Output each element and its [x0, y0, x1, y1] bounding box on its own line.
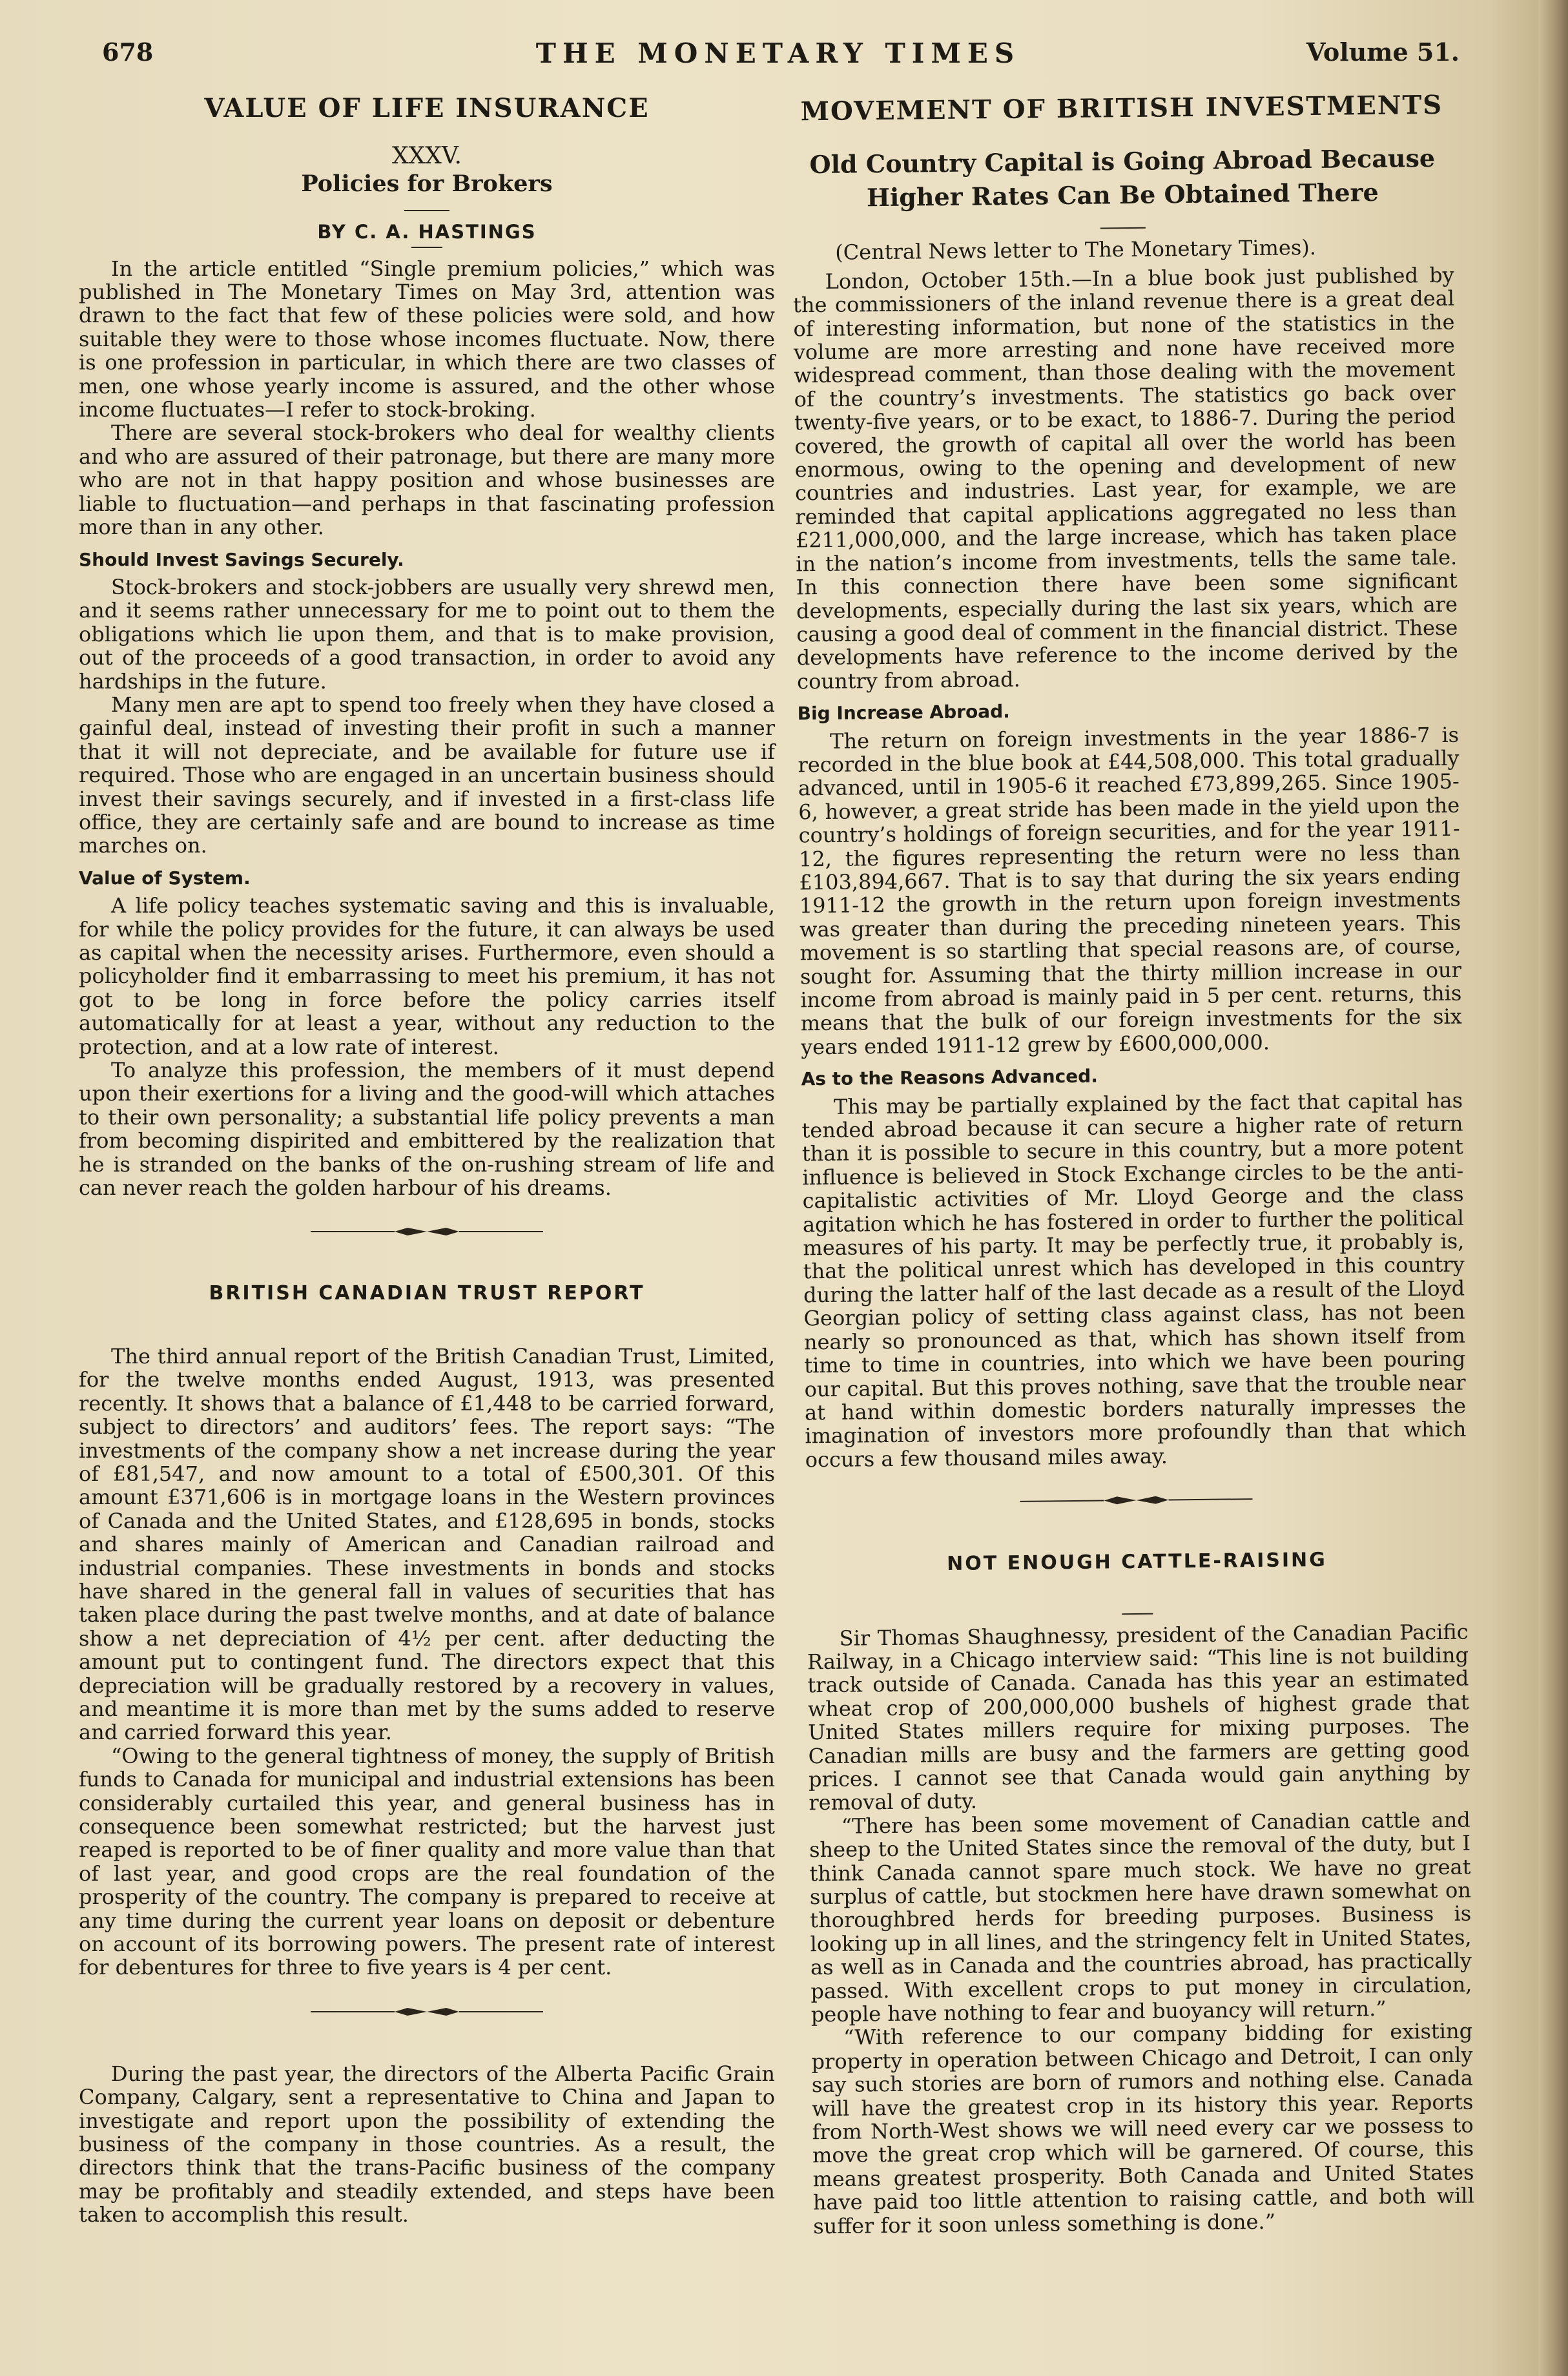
article-subheadline: Old Country Capital is Going Abroad Because Higher Rates Can Be Obtained There: [809, 143, 1436, 212]
paragraph: There are several stock-brokers who deal for wealthy clients and who are assured of their patronage, but there are many more who are not in that happy position and whose businesses are liable to fluctuation—and perhaps in that fascinating profession more than in any other.: [79, 420, 775, 540]
paragraph: During the past year, the directors of the Alberta Pacific Grain Company, Calgary, sent a representative to China and Japan to investigate and report upon the possibility of extending the business of the company in those countries. As a result, the directors think that the trans-Pacific business of the company may be profitably and steadily extended, and steps have been taken to accomplish this result.: [79, 2061, 775, 2227]
volume-label: Volume 51.: [1306, 37, 1460, 67]
section-heading: Should Invest Savings Securely.: [79, 548, 404, 570]
article-title-life-insurance: VALUE OF LIFE INSURANCE: [204, 93, 650, 123]
article-title-cattle-raising: NOT ENOUGH CATTLE-RAISING: [946, 1549, 1328, 1576]
series-number: XXXV.: [391, 143, 462, 170]
paragraph: In the article entitled “Single premium policies,” which was published in The Monetary Times on May 3rd, attention was drawn to the fact that few of these policies were sold, and how suitable they were to those whose incomes fluctuate. Now, there is one profession in particular, in which there are two classes of men, one whose yearly income is assured, and the other whose income fluctuates—I refer to stock-broking.: [79, 256, 775, 422]
byline: BY C. A. HASTINGS: [317, 221, 537, 243]
paragraph: “There has been some movement of Canadian cattle and sheep to the United States since the removal of the duty, but I think Canada cannot spare much stock. We have no great surplus of cattle, but stockmen here have drawn somewhat on thoroughbred herds for breeding purposes. Business is looking up in all lines, and the stringency felt in United States, as well as in Canada and the countries abroad, has practically passed. With excellent crops to put money in circulation, people have nothing to fear and buoyancy will return.”: [809, 1807, 1472, 2027]
paragraph: This may be partially explained by the fact that capital has tended abroad because it can secure a higher rate of return than it is possible to secure in this country, but a more potent influence is believed in Stock Exchange circles to be the anti-capitalistic activities of Mr. Lloyd George and the class agitation which he has fostered in order to further the political measures of his party. It may be perfectly true, it probably is, that the political unrest which has developed in this country during the latter half of the last decade as a result of the Lloyd Georgian policy of setting class against class, has not been nearly so pronounced as that, which has shown itself from time to time in countries, into which we have been pouring our capital. But this proves nothing, save that the trouble near at hand within domestic borders naturally impresses the imagination of investors more profoundly than that which occurs a few thousand miles away.: [801, 1088, 1467, 1472]
paragraph: The return on foreign investments in the year 1886-7 is recorded in the blue book at £44,508,000. This total gradually advanced, until in 1905-6 it reached £73,899,265. Since 1905-6, however, a great stride has been made in the yield upon the country’s holdings of foreign securities, and for the year 1911-12, the figures representing the return were no less than £103,894,667. That is to say that during the six years ending 1911-12 the growth in the return upon foreign investments was greater than during the preceding nineteen years. This movement is so startling that special reasons are, of course, sought for. Assuming that the thirty million increase in our income from abroad is mainly paid in 5 per cent. returns, this means that the bulk of our foreign investments for the six years ended 1911-12 grew by £600,000,000.: [798, 722, 1462, 1060]
article-title-trust-report: BRITISH CANADIAN TRUST REPORT: [209, 1282, 645, 1305]
paragraph: “With reference to our company bidding for existing property in operation between Chicago and Detroit, I can only say such stories are born of rumors and nothing else. Canada will have the greatest crop in its history this year. Reports from North-West shows we will need every car we possess to move the great crop which will be garnered. Of course, this means greatest prosperity. Both Canada and United States have paid too little attention to raising cattle, and both will suffer for it soon unless something is done.”: [811, 2019, 1474, 2238]
paragraph: To analyze this profession, the members of it must depend upon their exertions for a living and the good-will which attaches to their own personality; a substantial life policy prevents a man from becoming dispirited and embittered by the realization that he is stranded on the banks of the on-rushing stream of life and can never reach the golden harbour of his dreams.: [79, 1058, 775, 1201]
section-heading: Big Increase Abroad.: [797, 701, 1010, 725]
article-subtitle: Policies for Brokers: [301, 170, 553, 197]
title-rule: [1100, 227, 1146, 229]
page-number: 678: [102, 37, 154, 67]
paragraph: Sir Thomas Shaughnessy, president of the Canadian Pacific Railway, in a Chicago interview said: “This line is not building track outside of Canada. Canada has this year an estimated wheat crop of 200,000,000 bushels of highest grade that United States millers require for mixing purposes. The Canadian mills are busy and the farmers are getting good prices. I cannot see that Canada would gain anything by removal of duty.: [807, 1619, 1470, 1815]
masthead: THE MONETARY TIMES: [535, 37, 1021, 69]
left-column: [79, 90, 775, 2227]
page-header: [97, 37, 1460, 71]
article-title-british-investments: MOVEMENT OF BRITISH INVESTMENTS: [800, 89, 1443, 127]
byline-rule: [411, 247, 442, 248]
title-rule: [1122, 1613, 1153, 1615]
paragraph: Stock-brokers and stock-jobbers are usually very shrewd men, and it seems rather unnecessary for me to point out to them the obligations which lie upon them, and that is to make provision, out of the proceeds of a good transaction, in order to avoid any hardships in the future.: [79, 574, 775, 694]
paragraph: The third annual report of the British Canadian Trust, Limited, for the twelve months ended August, 1913, was presented recently. It shows that a balance of £1,448 to be carried forward, subject to directors’ and auditors’ fees. The report says: “The investments of the company show a net increase during the year of £81,547, and now amount to a total of £500,301. Of this amount £371,606 is in mortgage loans in the Western provinces of Canada and the United States, and £128,695 in bonds, stocks and shares mainly of American and Canadian railroad and industrial companies. These investments in bonds and stocks have shared in the general fall in values of securities that has taken place during the past twelve months, and at date of balance show a net depreciation of 4½ per cent. after deducting the amount put to contingent fund. The directors expect that this depreciation will be gradually restored by a recovery in values, and meantime it is more than met by the sums added to reserve and carried forward this year.: [79, 1343, 775, 1745]
ornament-divider: [79, 1225, 775, 1238]
paragraph: London, October 15th.—In a blue book just published by the commissioners of the inland revenue there is a great deal of interesting information, but none of the statistics in the volume are more arresting and none have received more widespread comment, than those dealing with the movement of the country’s investments. The statistics go back over twenty-five years, or to be exact, to 1886-7. During the period covered, the growth of capital all over the world has been enormous, owing to the opening and development of new countries and industries. Last year, for example, we are reminded that capital applications aggregated no less than £211,000,000, and the large increase, which has taken place in the nation’s income from investments, tells the same tale. In this connection there have been some significant developments, especially during the last six years, which are causing a good deal of comment in the financial district. These developments have reference to the income derived by the country from abroad.: [792, 262, 1458, 694]
source-line: (Central News letter to The Monetary Times).: [835, 235, 1317, 265]
section-heading: As to the Reasons Advanced.: [801, 1065, 1099, 1090]
section-heading: Value of System.: [79, 867, 251, 889]
paragraph: “Owing to the general tightness of money, the supply of British funds to Canada for municipal and industrial extensions has been considerably curtailed this year, and general business has in consequence been somewhat restricted; but the harvest just reaped is reported to be of finer quality and more value than that of last year, and good crops are the real foundation of the prosperity of the country. The company is prepared to receive at any time during the current year loans on deposit or debenture on account of its borrowing powers. The present rate of interest for debentures for three to five years is 4 per cent.: [79, 1743, 775, 1980]
right-column: [791, 87, 1475, 2238]
ornament-divider: [79, 2005, 775, 2018]
book-binding: [1538, 0, 1568, 2376]
title-rule: [404, 210, 449, 211]
ornament-divider: [805, 1491, 1467, 1511]
paragraph: Many men are apt to spend too freely when they have closed a gainful deal, instead of investing their profit in such a manner that it will not depreciate, and be available for future use if required. Those who are engaged in an uncertain business should invest their savings securely, and if invested in a first-class life office, they are certainly safe and are bound to increase as time marches on.: [79, 692, 775, 858]
paragraph: A life policy teaches systematic saving and this is invaluable, for while the policy provides for the future, it can always be used as capital when the necessity arises. Furthermore, even should a policyholder find it embarrassing to meet his premium, it has not got to be long in force before the policy carries itself automatically for at least a year, without any reduction to the protection, and at a low rate of interest.: [79, 893, 775, 1059]
